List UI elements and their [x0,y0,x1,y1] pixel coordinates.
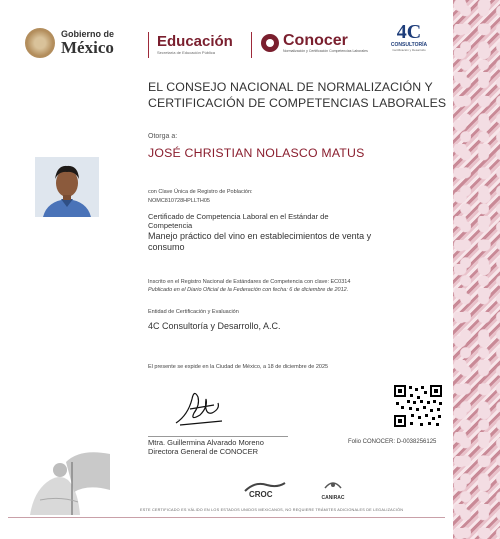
qr-code [393,384,443,428]
footer-divider [8,517,445,518]
folio-number: Folio CONOCER: D-0038256125 [348,439,437,445]
standard-name-2: consumo [148,241,185,252]
decorative-border [453,0,500,539]
educacion-sub: Secretaría de Educación Pública [157,50,216,55]
signature-line [148,436,288,437]
patria-flag-illustration [10,440,120,515]
conocer-title: Conocer [283,32,348,49]
national-shield-icon [25,28,55,58]
logo-separator [251,32,252,58]
council-line-1: EL CONSEJO NACIONAL DE NORMALIZACIÓN Y [148,80,433,94]
certificate-label [148,212,329,230]
4c-mark: 4C [396,21,422,43]
recipient-photo [35,157,99,217]
signer-name: Mtra. Guillermina Alvarado Moreno [148,438,264,447]
registry-line: Inscrito en el Registro Nacional de Estándares de Competencia con clave: EC0314 [148,279,351,285]
issue-line: El presente se expide en la Ciudad de México, a 18 de diciembre de 2025 [148,364,329,370]
header-logos [25,21,445,64]
publication-line: Publicado en el Diario Oficial de la Federación con fecha: 6 de diciembre de 2012. [148,287,349,293]
entity-name: 4C Consultoría y Desarrollo, A.C. [148,321,281,331]
logo-separator [148,32,149,58]
gobierno-big-text: México [61,38,114,57]
council-heading [148,80,446,112]
gobierno-small-text: Gobierno de [61,29,115,39]
conocer-sub: Normalización y Certificación Competencias Laborales [283,49,368,53]
canirac-logo [313,477,353,501]
canirac-text: CANIRAC [321,495,345,501]
standard-name-1: Manejo práctico del vino en establecimientos de venta y [148,231,372,241]
croc-text: CROC [249,490,273,499]
signer-block [148,438,264,457]
signature [170,385,230,429]
footer-legal-text: ESTE CERTIFICADO ES VÁLIDO EN LOS ESTADOS UNIDOS MEXICANOS, NO REQUIERE TRÁMITES ADICIONALES DE LEGALIZACIÓN [140,508,404,512]
conocer-icon [261,34,279,52]
educacion-logo [157,33,233,55]
curp-value: NOMC810728HPLLTH05 [148,198,210,204]
conocer-logo [261,33,368,53]
signer-title: Directora General de CONOCER [148,447,259,457]
curp-label: con Clave Única de Registro de Población: [148,189,253,195]
otorga-label: Otorga a: [148,133,178,140]
croc-logo [243,479,287,499]
council-line-2: CERTIFICACIÓN DE COMPETENCIAS LABORALES [148,95,447,110]
standard-name [148,231,398,253]
4c-sub: CONSULTORÍA [390,42,428,48]
4c-tiny: Certificación y Desarrollo [392,48,426,52]
educacion-title: Educación [157,33,233,50]
4c-consultoria-logo [385,22,433,52]
gobierno-mexico-logo [25,28,114,58]
entity-label: Entidad de Certificación y Evaluación [148,309,239,315]
recipient-name: JOSÉ CHRISTIAN NOLASCO MATUS [148,146,365,160]
certificate-label-2: Competencia [148,221,193,230]
certificate-label-1: Certificado de Competencia Laboral en el Estándar de [148,212,329,221]
